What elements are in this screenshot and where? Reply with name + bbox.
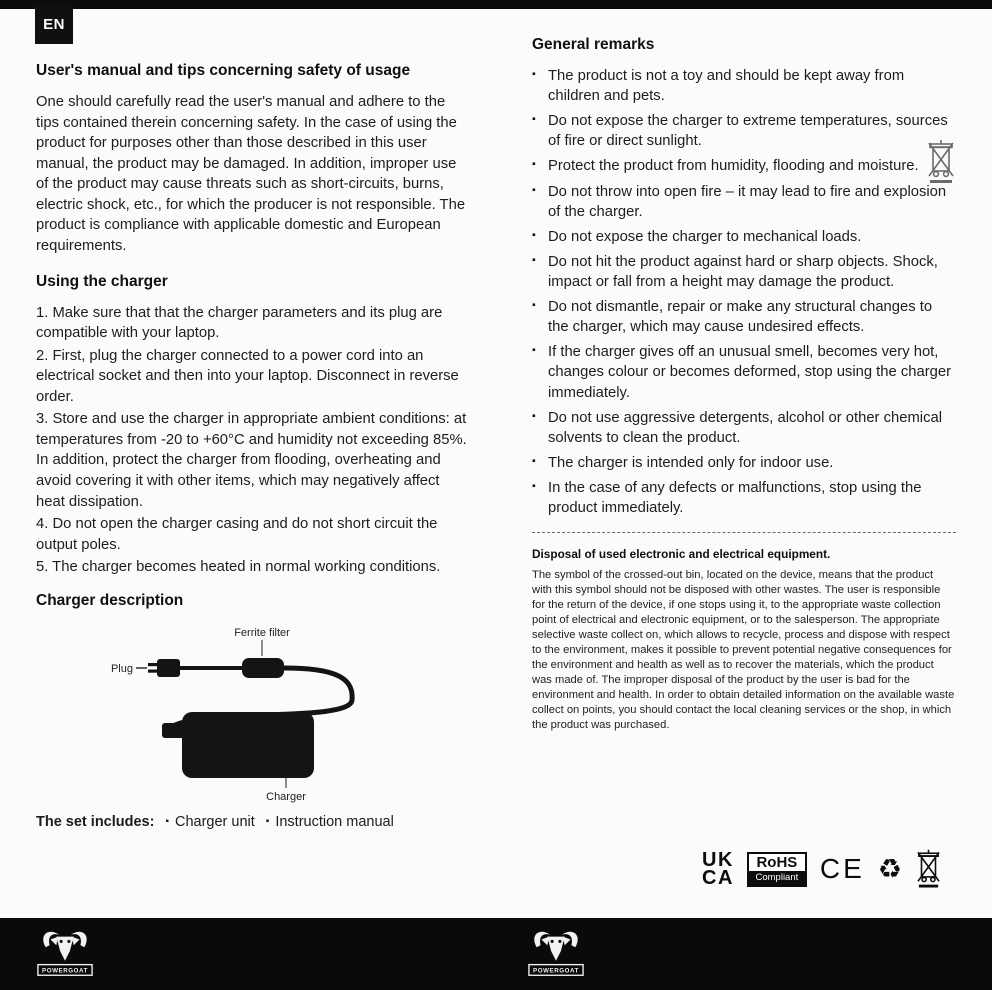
general-remarks-list bbox=[532, 66, 956, 518]
remark-item: ▪ Do not use aggressive detergents, alcohol or other chemical solvents to clean the product. bbox=[532, 408, 956, 448]
plug-label: Plug bbox=[110, 662, 133, 675]
charger-steps bbox=[36, 303, 468, 578]
language-badge: EN bbox=[35, 5, 73, 44]
set-includes-label: The set includes: bbox=[36, 813, 155, 830]
heading-charger-description: Charger description bbox=[36, 591, 184, 609]
ukca-line1: UK bbox=[702, 848, 734, 871]
remark-item: ▪ The charger is intended only for indoor use. bbox=[532, 453, 956, 473]
powergoat-logo bbox=[36, 925, 94, 983]
compliance-marks bbox=[702, 846, 964, 892]
ce-mark: CE bbox=[819, 853, 865, 884]
step-3: 3. Store and use the charger in appropriate ambient conditions: at temperatures from -20 to +60°C and humidity not exceeding 85%. In addition, protect the charger from flooding, overheating and avoid covering it with other items, which may negatively affect heat dissipation. bbox=[36, 411, 467, 510]
charger-diagram bbox=[36, 622, 470, 804]
dashed-divider bbox=[532, 532, 956, 533]
ferrite-filter-label: Ferrite filter bbox=[234, 626, 290, 639]
powergoat-wordmark: POWERGOAT bbox=[533, 967, 579, 975]
remark-item: ▪ Do not throw into open fire – it may lead to fire and explosion of the charger. bbox=[532, 182, 956, 222]
disposal-body: The symbol of the crossed-out bin, located on the device, means that the product with this symbol should not be disposed with other wastes. The user is responsible for the return of the device, if one stops using it, to the appropriate waste collection point of electrical and electronic equipment, or to the salesperson. The appropriate selective waste collect on, which allows to recycle, process and dispose with respect to the environment, makes it possible to prevent potential negative consequences for the environment and health as well as to recover the materials, which the product was made of. The improper disposal of the product by the user is bad for the environment and health. In order to obtain detailed information on the available waste collect on points, you should contact the local cleaning services or the shop, in which the product was purchased. bbox=[532, 569, 955, 732]
remark-item: ▪ The product is not a toy and should be kept away from children and pets. bbox=[532, 66, 956, 106]
set-includes-line bbox=[36, 814, 468, 830]
recycling-icon: ♻ bbox=[877, 853, 903, 884]
intro-paragraph: One should carefully read the user's manual and adhere to the tips contained therein concerning safety. In the case of using the product for purposes other than those described in this user manual, the product may be damaged. In addition, improper use of the product may cause threats such as short-circuits, burns, electric shock, etc., for which the producer is not responsible. The product is compliance with applicable domestic and European requirements. bbox=[36, 94, 466, 254]
heading-using-charger: Using the charger bbox=[36, 272, 168, 290]
powergoat-wordmark: POWERGOAT bbox=[42, 967, 88, 975]
remark-item: ▪ In the case of any defects or malfunctions, stop using the product immediately. bbox=[532, 478, 956, 518]
rohs-mark bbox=[747, 852, 807, 887]
remark-item: ▪ Do not hit the product against hard or sharp objects. Shock, impact or fall from a height may damage the product. bbox=[532, 252, 956, 292]
top-border-bar bbox=[0, 0, 992, 9]
heading-usage-safety: User's manual and tips concerning safety of usage bbox=[36, 62, 411, 79]
disposal-heading: Disposal of used electronic and electrical equipment. bbox=[532, 547, 831, 562]
footer-band bbox=[0, 918, 992, 990]
left-column bbox=[36, 62, 468, 830]
powergoat-logo bbox=[527, 925, 585, 983]
set-item-charger-unit: ▪ Charger unit bbox=[154, 814, 254, 830]
rohs-title: RoHS bbox=[756, 853, 798, 871]
charger-label: Charger bbox=[266, 790, 306, 803]
step-4: 4. Do not open the charger casing and do not short circuit the output poles. bbox=[36, 516, 438, 553]
remark-item: ▪ If the charger gives off an unusual smell, becomes very hot, changes colour or becomes deformed, stop using the charger immediately. bbox=[532, 342, 956, 402]
set-item-instruction-manual: ▪ Instruction manual bbox=[255, 814, 394, 830]
ukca-line2: CA bbox=[702, 867, 734, 889]
remark-item: ▪ Do not expose the charger to mechanical loads. bbox=[532, 227, 956, 247]
step-5: 5. The charger becomes heated in normal working conditions. bbox=[36, 559, 441, 576]
remark-item: ▪ Protect the product from humidity, flooding and moisture. bbox=[532, 156, 956, 176]
crossed-out-bin-icon bbox=[915, 848, 942, 890]
heading-general-remarks: General remarks bbox=[532, 36, 655, 53]
step-1: 1. Make sure that that the charger parameters and its plug are compatible with your laptop. bbox=[36, 304, 443, 342]
remark-item: ▪ Do not dismantle, repair or make any structural changes to the charger, which may cause undesired effects. bbox=[532, 297, 956, 337]
remark-item: ▪ Do not expose the charger to extreme temperatures, sources of fire or direct sunlight. bbox=[532, 111, 956, 151]
step-2: 2. First, plug the charger connected to a power cord into an electrical socket and then into your laptop. Disconnect in reverse order. bbox=[36, 347, 459, 405]
ukca-mark bbox=[702, 848, 734, 889]
rohs-subtitle: Compliant bbox=[749, 871, 805, 885]
right-column bbox=[532, 36, 956, 733]
